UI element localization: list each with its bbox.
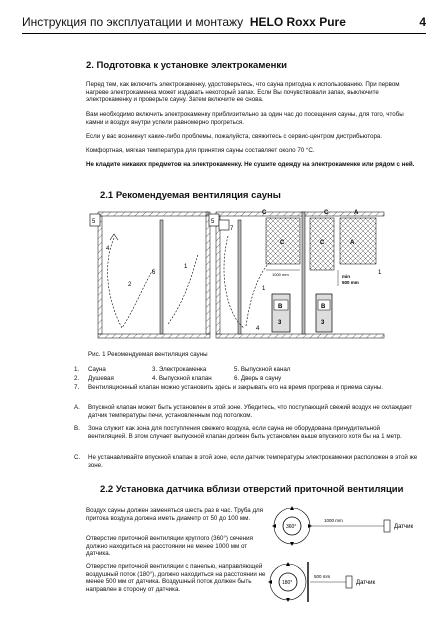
diagram-label-A-2: A	[350, 240, 355, 246]
diagram-label-4-left: 4	[106, 246, 110, 252]
figure-caption: Рис. 1 Рекомендуемая вентиляция сауны	[88, 351, 208, 358]
diagram-left	[90, 212, 210, 338]
diagram-label-min: min	[342, 274, 351, 279]
section-2-heading: 2. Подготовка к установке электрокаменки	[86, 60, 287, 71]
legend-row: 1. Сауна 3. Электрокаменка 5. Выпускной канал	[74, 366, 291, 373]
section-2-para-1: Перед тем, как включить электрокаменку, удостоверьтесь, что сауна пригодна к использованию. При первом нагреве электрокаменка может издавать некоторый запах. Если Вы почувствовали запах, выключите электрокаменку и проверьте сауну. Затем включите ее снова.	[86, 81, 400, 104]
ventilation-diagram	[88, 206, 388, 348]
diagram-label-B-2: B	[321, 304, 326, 310]
sensor-label-1: Датчик	[394, 524, 414, 530]
label-360: 360°	[286, 524, 297, 530]
section-2-1-heading: 2.1 Рекомендуемая вентиляция сауны	[100, 190, 281, 201]
section-2-para-3: Если у вас возникнут какие-либо проблемы, пожалуйста, свяжитесь с сервис-центром дистрибьютора.	[86, 133, 383, 140]
header-brand: HELO Roxx Pure	[249, 15, 346, 29]
diagram-label-4-right: 4	[256, 326, 260, 332]
section-2-para-4: Комфортная, мягкая температура для принятия сауны составляет около 70 °С.	[86, 147, 315, 154]
diagram-label-6: 6	[152, 270, 156, 276]
diagram-label-C-1: C	[262, 210, 267, 216]
diagram-label-5-left: 5	[92, 219, 96, 225]
section-2-2-heading: 2.2 Установка датчика вблизи отверстий приточной вентиляции	[100, 484, 404, 495]
section-2-warning: Не кладите никаких предметов на электрокаменку. Не сушите одежду на электрокаменке или рядом с ней.	[86, 161, 415, 168]
section-2-2-para-3: Отверстие приточной вентиляции с панелью, направляющей воздушный поток (180°), должно находиться на расстоянии не менее 500 мм от датчика. Воздушный поток должен быть направлен в сторону от датчика.	[86, 563, 266, 593]
section-2-2-para-1: Воздух сауны должен заменяться шесть раз в час. Труба для притока воздуха должна иметь диаметр от 50 до 100 мм.	[86, 507, 264, 522]
page-header	[22, 12, 426, 34]
diagram-label-1000mm: 1000 mm	[272, 272, 289, 277]
diagram-label-C-2: C	[324, 210, 329, 216]
diagram-label-3-1: 3	[278, 320, 282, 326]
diagram-label-2: 2	[128, 282, 132, 288]
section-2-para-2: Вам необходимо включить электрокаменку приблизительно за один час до посещения сауны, для того, чтобы камни и воздух внутри успели равномерно прогреться.	[86, 111, 404, 126]
diagram-label-B-1: B	[278, 304, 283, 310]
figure-legend	[74, 366, 419, 383]
header-title: Инструкция по эксплуатации и монтажу HELO Roxx Pure	[22, 15, 346, 29]
diagram-label-500mm: 500 mm	[342, 280, 359, 285]
diagram-label-1-far: 1	[378, 270, 382, 276]
label-1000mm: 1000 mm	[324, 518, 343, 523]
section-2-2-para-2: Отверстие приточной вентиляции круглого (360°) сечения должно находиться на расстоянии не менее 1000 мм от датчика.	[86, 535, 253, 558]
diagram-label-3-2: 3	[321, 320, 325, 326]
sensor-placement-figure	[258, 506, 428, 618]
label-500mm: 500 mm	[314, 574, 331, 579]
sensor-icon-2	[346, 576, 352, 588]
diagram-label-5-right: 5	[211, 219, 215, 225]
diagram-label-C-4: C	[320, 240, 325, 246]
sensor-label-2: Датчик	[356, 580, 376, 586]
diagram-label-1-right: 1	[262, 286, 266, 292]
diagram-label-C-3: C	[280, 240, 285, 246]
diagram-label-1-left: 1	[184, 264, 188, 270]
manual-page: Инструкция по эксплуатации и монтажу HELO Roxx Pure 4 2. Подготовка к установке электрокаменки Перед тем, как включить электрокаменку, удостоверьтесь, что сауна пригодна к использованию. При первом нагреве электрокаменка может издавать некоторый запах. Если Вы почувствовали запах, выключите электрокаменку и проверьте сауну. Затем включите ее снова. Вам необходимо включить электрокаменку приблизительно за один час до посещения сауны, для того, чтобы камни и воздух внутри успели равномерно прогреться. Если у вас возникнут какие-либо проблемы, пожалуйста, свяжитесь с сервис-центром дистрибьютора. Комфортная, мягкая температура для принятия сауны составляет около 70 °С. Не кладите никаких предметов на электрокаменку. Не сушите одежду на электрокаменке или рядом с ней. 2.1 Рекомендуемая вентиляция сауны 5 4 2 6 1 5 7 C C A C C A 1000 mm min 500 mm 1 1 B B 3 3 4 Рис. 1 Рекомендуемая вентиляция сауны 1. Сауна 3. Электрокаменка 5. Выпускной канал 2. Душевая 4. Выпускной клапан 6. Дверь в сауну 7. Вентиляционный клапан можно установить здесь и закрывать его на время прогрева и приема сауны. A. Впускной клапан может быть установлен в этой зоне. Убедитесь, что поступающий свежий воздух не охлаждает датчик температуры печи, установленным под потолком. B. Зона служит как зона для поступления свежего воздуха, если сауна не оборудована принудительной вентиляцией. В этом случает выпускной клапан должен быть установлен выше впускного хотя бы на 1 метр. C. Не устанавливайте впускной клапан в этой зоне, если датчик температуры электрокаменки расположен в этой же зоне. 2.2 Установка датчика вблизи отверстий приточной вентиляции Воздух сауны должен заменяться шесть раз в час. Труба для притока воздуха должна иметь диаметр от 50 до 100 мм. Отверстие приточной вентиляции круглого (360°) сечения должно находиться на расстоянии не менее 1000 мм от датчика. Отверстие приточной вентиляции с панелью, направляющей воздушный поток (180°), должно находиться на расстоянии не менее 500 мм от датчика. Воздушный поток должен быть направлен в сторону от датчика. 360° 1000 mm Датчик 180° 500 mm Датчик	[0, 0, 446, 631]
diagram-label-7: 7	[230, 226, 234, 232]
diagram-label-A-1: A	[354, 210, 359, 216]
diagram-right	[209, 212, 384, 338]
sensor-icon-1	[384, 520, 390, 532]
page-number: 4	[419, 15, 426, 29]
legend-row: 2. Душевая 4. Выпускной клапан 6. Дверь в сауну	[74, 374, 282, 382]
label-180: 180°	[282, 580, 293, 586]
